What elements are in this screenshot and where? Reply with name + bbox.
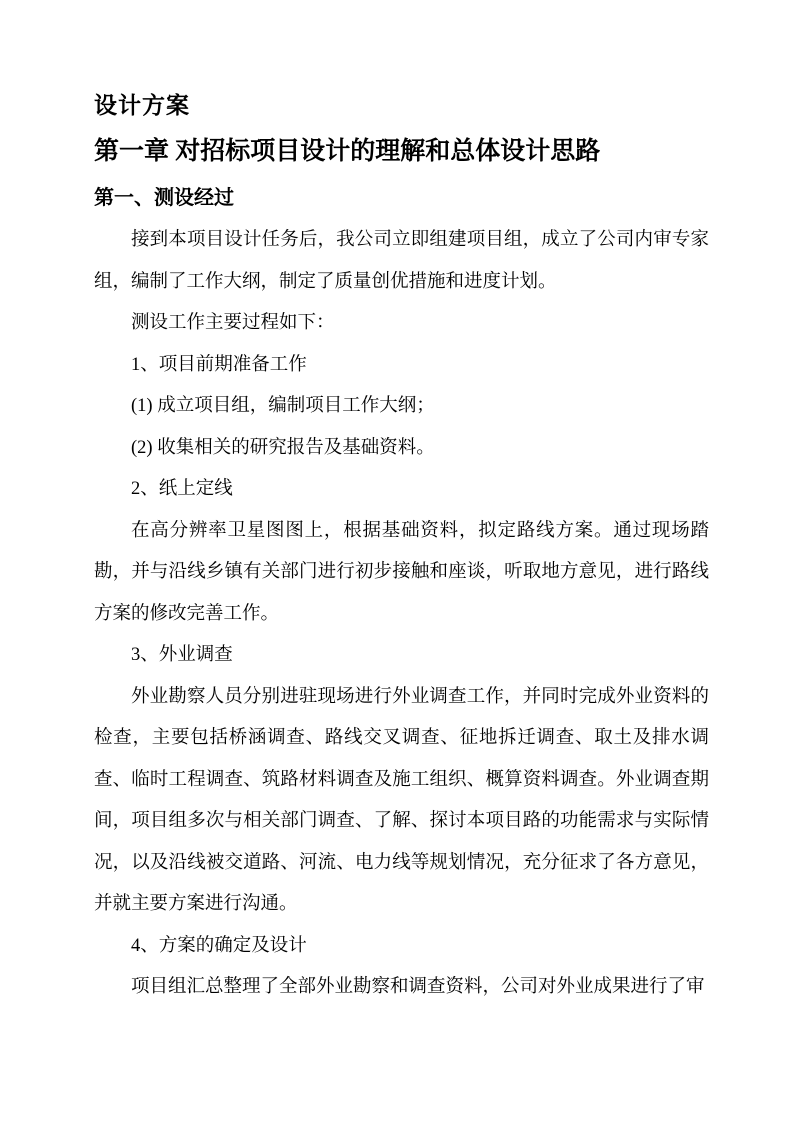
paragraph: 4、方案的确定及设计 (131, 935, 307, 956)
paragraph: 在高分辨率卫星图图上，根据基础资料，拟定路线方案。通过现场踏勘，并与沿线乡镇有关部门进行初步接触和座谈，听取地方意见，进行路线方案的修改完善工作。 (94, 520, 709, 624)
paragraph: (1) 成立项目组，编制项目工作大纲； (131, 396, 435, 416)
section-heading: 第一、测设经过 (94, 187, 234, 209)
paragraph: 项目组汇总整理了全部外业勘察和调查资料，公司对外业成果进行了审 (131, 977, 705, 997)
paragraph: 外业勘察人员分别进驻现场进行外业调查工作，并同时完成外业资料的检查，主要包括桥涵调查、路线交叉调查、征地拆迁调查、取土及排水调查、临时工程调查、筑路材料调查及施工组织、概算资料调查。外业调查期间，项目组多次与相关部门调查、了解、探讨本项目路的功能需求与实际情况，以及沿线被交道路、河流、电力线等规划情况，充分征求了各方意见，并就主要方案进行沟通。 (94, 686, 709, 914)
paragraph: 1、项目前期准备工作 (131, 354, 307, 375)
document-title: 设计方案 (94, 93, 190, 118)
document-content (94, 84, 709, 1009)
paragraph: 2、纸上定线 (131, 479, 233, 499)
paragraph: 测设工作主要过程如下： (131, 313, 335, 333)
paragraph-list (94, 220, 709, 1009)
paragraph: 接到本项目设计任务后，我公司立即组建项目组，成立了公司内审专家组，编制了工作大纲，制定了质量创优措施和进度计划。 (94, 230, 709, 292)
chapter-heading: 第一章 对招标项目设计的理解和总体设计思路 (94, 138, 601, 165)
paragraph: (2) 收集相关的研究报告及基础资料。 (131, 437, 435, 458)
paragraph: 3、外业调查 (131, 645, 233, 665)
